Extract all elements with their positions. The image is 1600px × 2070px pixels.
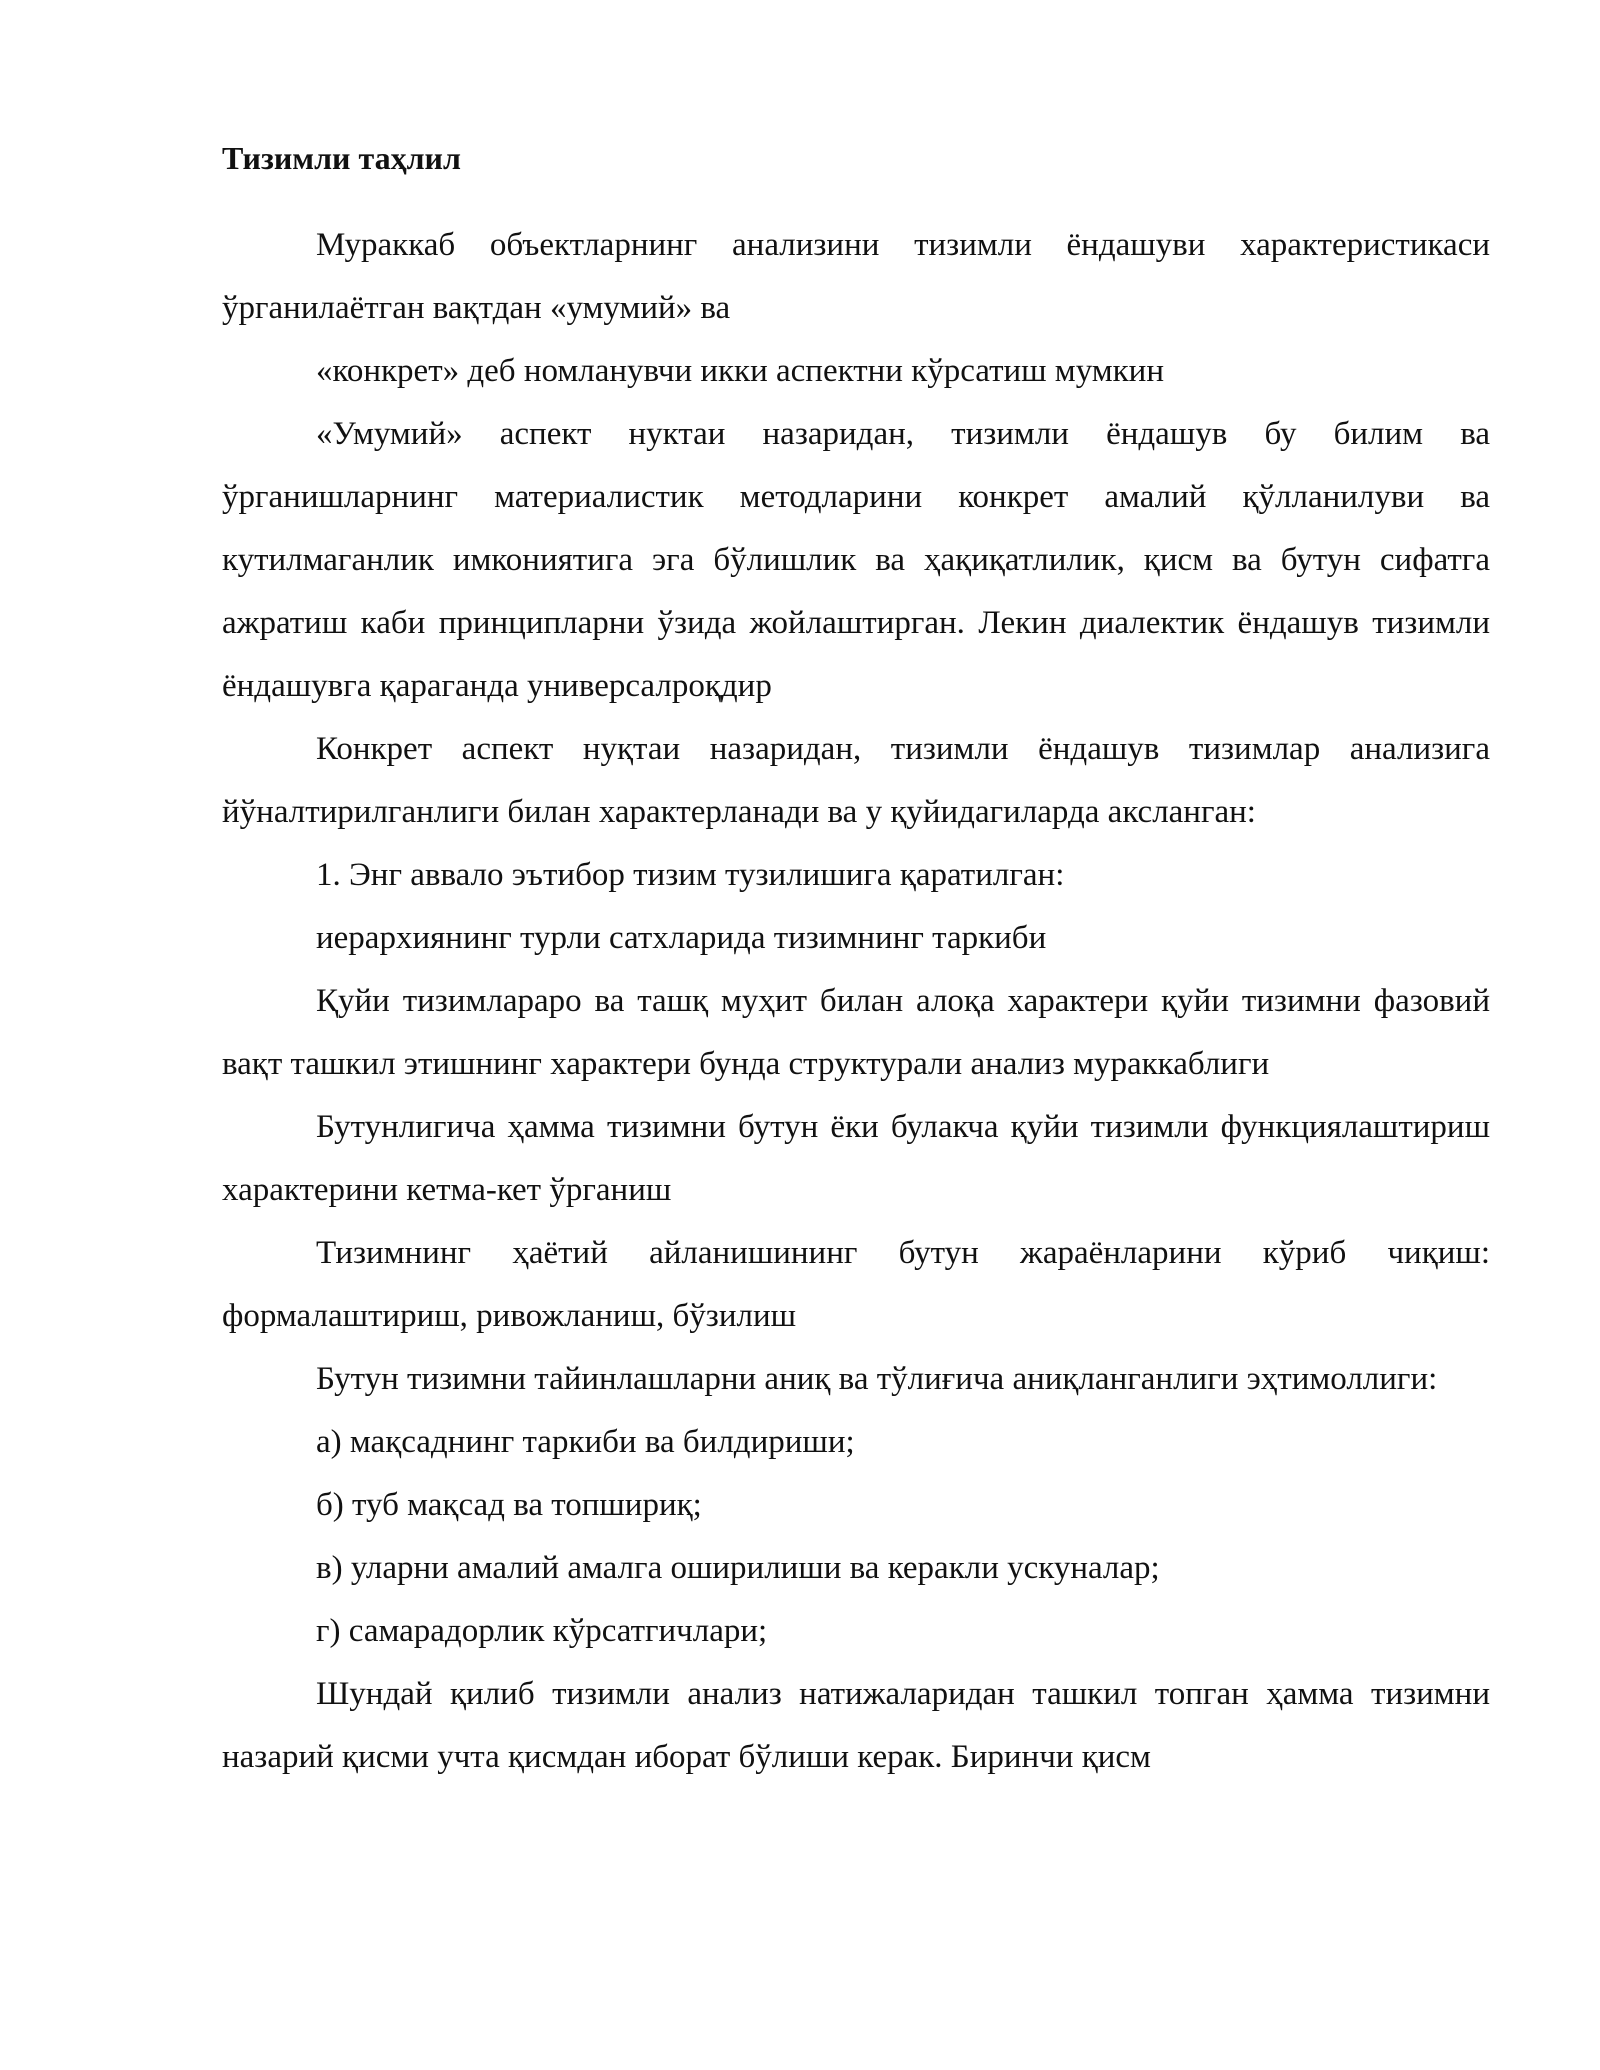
- paragraph: Шундай қилиб тизимли анализ натижаларидан ташкил топган ҳамма тизимни назарий қисми учта қисмдан иборат бўлиши керак. Биринчи қисм: [222, 1676, 1490, 1775]
- list-item: г) самарадорлик кўрсатгичлари;: [316, 1613, 768, 1649]
- list-item: в) уларни амалий амалга оширилиши ва керакли ускуналар;: [316, 1550, 1160, 1586]
- paragraph: Бутун тизимни тайинлашларни аниқ ва тўлиғича аниқланганлиги эҳтимоллиги:: [316, 1361, 1438, 1397]
- paragraph: Тизимнинг ҳаётий айланишининг бутун жараёнларини кўриб чиқиш: формалаштириш, ривожланиш, бўзилиш: [222, 1235, 1490, 1334]
- paragraph: Конкрет аспект нуқтаи назаридан, тизимли ёндашув тизимлар анализига йўналтирилганлиги билан характерланади ва у қуйидагиларда аксланган:: [222, 731, 1490, 830]
- list-item: 1. Энг аввало эътибор тизим тузилишига қаратилган:: [316, 857, 1065, 893]
- list-item: б) туб мақсад ва топшириқ;: [316, 1487, 702, 1523]
- paragraph: Бутунлигича ҳамма тизимни бутун ёки булакча қуйи тизимли функциялаштириш характерини кетма-кет ўрганиш: [222, 1109, 1490, 1208]
- paragraph: Қуйи тизимлараро ва ташқ муҳит билан алоқа характери қуйи тизимни фазовий вақт ташкил этишнинг характери бунда структурали анализ мураккаблиги: [222, 983, 1490, 1082]
- paragraph: «конкрет» деб номланувчи икки аспектни кўрсатиш мумкин: [316, 353, 1164, 389]
- paragraph: Мураккаб объектларнинг анализини тизимли ёндашуви характеристикаси ўрганилаётган вақтдан «умумий» ва: [222, 227, 1490, 326]
- document-body: [222, 138, 1490, 1789]
- list-item: а) мақсаднинг таркиби ва билдириши;: [316, 1424, 855, 1460]
- paragraph: «Умумий» аспект нуктаи назаридан, тизимли ёндашув бу билим ва ўрганишларнинг материалистик методларини конкрет амалий қўлланилуви ва кутилмаганлик имкониятига эга бўлишлик ва ҳақиқатлилик, қисм ва бутун сифатга ажратиш каби принципларни ўзида жойлаштирган. Лекин диалектик ёндашув тизимли ёндашувга қараганда универсалроқдир: [222, 416, 1490, 704]
- paragraph: иерархиянинг турли сатхларида тизимнинг таркиби: [316, 920, 1047, 956]
- document-title: Тизимли таҳлил: [222, 140, 461, 176]
